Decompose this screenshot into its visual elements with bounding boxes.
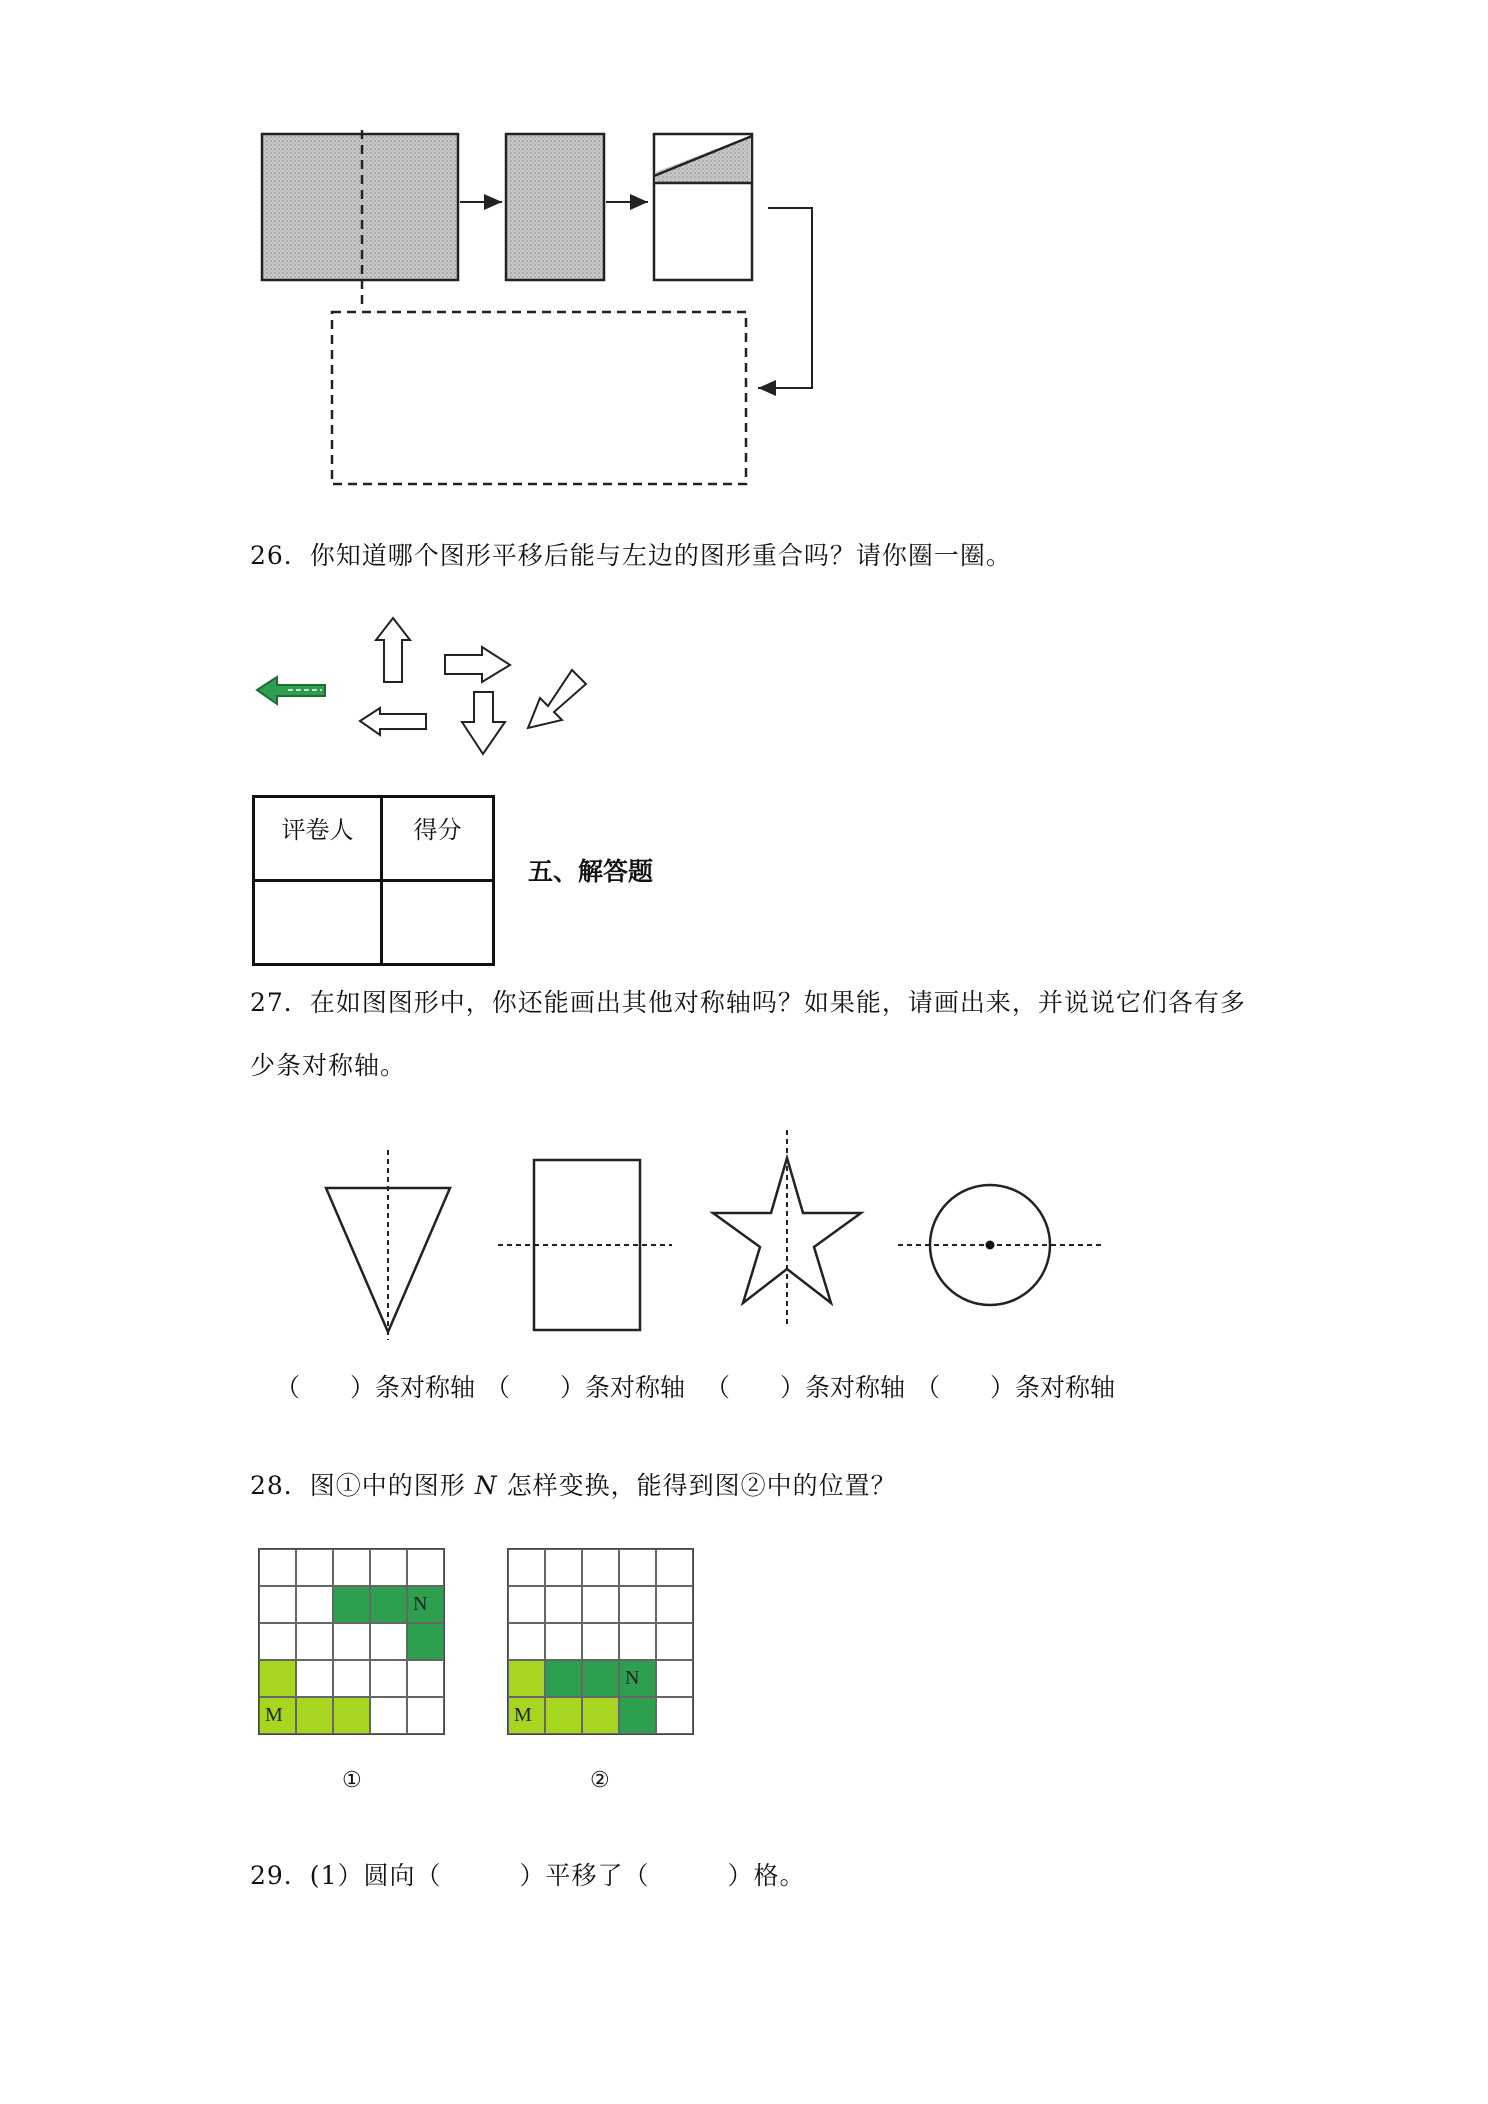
grid-figure-1 <box>258 1548 445 1735</box>
question-29: 29．(1）圆向（ ）平移了（ ）格。 <box>250 1861 806 1890</box>
score-cell[interactable] <box>382 881 494 965</box>
axis-count-label-2: （ ）条对称轴 <box>485 1373 686 1402</box>
answer-box <box>332 312 746 484</box>
question-28-var: N <box>474 1471 498 1500</box>
diagonal-arrow-icon <box>528 670 586 728</box>
grid-label-1: ① <box>342 1768 362 1793</box>
question-28 <box>250 1468 897 1504</box>
paper-rect <box>262 134 458 280</box>
grid-figure-2 <box>507 1548 694 1735</box>
question-27-line1: 27．在如图图形中，你还能画出其他对称轴吗？如果能，请画出来，并说说它们各有多 <box>250 988 1246 1017</box>
label-M: M <box>514 1704 532 1726</box>
question-28-post: 怎样变换，能得到图②中的位置？ <box>506 1471 897 1500</box>
question-26: 26．你知道哪个图形平移后能与左边的图形重合吗？请你圈一圈。 <box>250 541 1012 570</box>
section-title: 五、解答题 <box>528 857 654 886</box>
symmetry-shapes <box>300 1120 1120 1350</box>
grid-label-2: ② <box>590 1768 610 1793</box>
down-arrow-icon <box>462 692 505 754</box>
up-arrow-icon <box>376 618 410 682</box>
question-28-pre: 28．图①中的图形 <box>250 1471 466 1500</box>
arrows-figure <box>250 610 600 770</box>
axis-count-label-4: （ ）条对称轴 <box>915 1373 1116 1402</box>
score-header: 得分 <box>382 797 494 881</box>
label-N: N <box>625 1667 640 1689</box>
score-table <box>252 795 495 966</box>
left-arrow-icon <box>360 708 426 735</box>
reviewer-header: 评卷人 <box>254 797 382 881</box>
folded-square <box>506 134 604 280</box>
label-N: N <box>413 1593 428 1615</box>
axis-count-label-1: （ ）条对称轴 <box>275 1373 476 1402</box>
question-27-line2: 少条对称轴。 <box>250 1051 407 1080</box>
axis-count-label-3: （ ）条对称轴 <box>705 1373 906 1402</box>
folding-diagram <box>250 120 830 500</box>
reviewer-cell[interactable] <box>254 881 382 965</box>
label-M: M <box>265 1704 283 1726</box>
right-arrow-icon <box>445 647 510 682</box>
